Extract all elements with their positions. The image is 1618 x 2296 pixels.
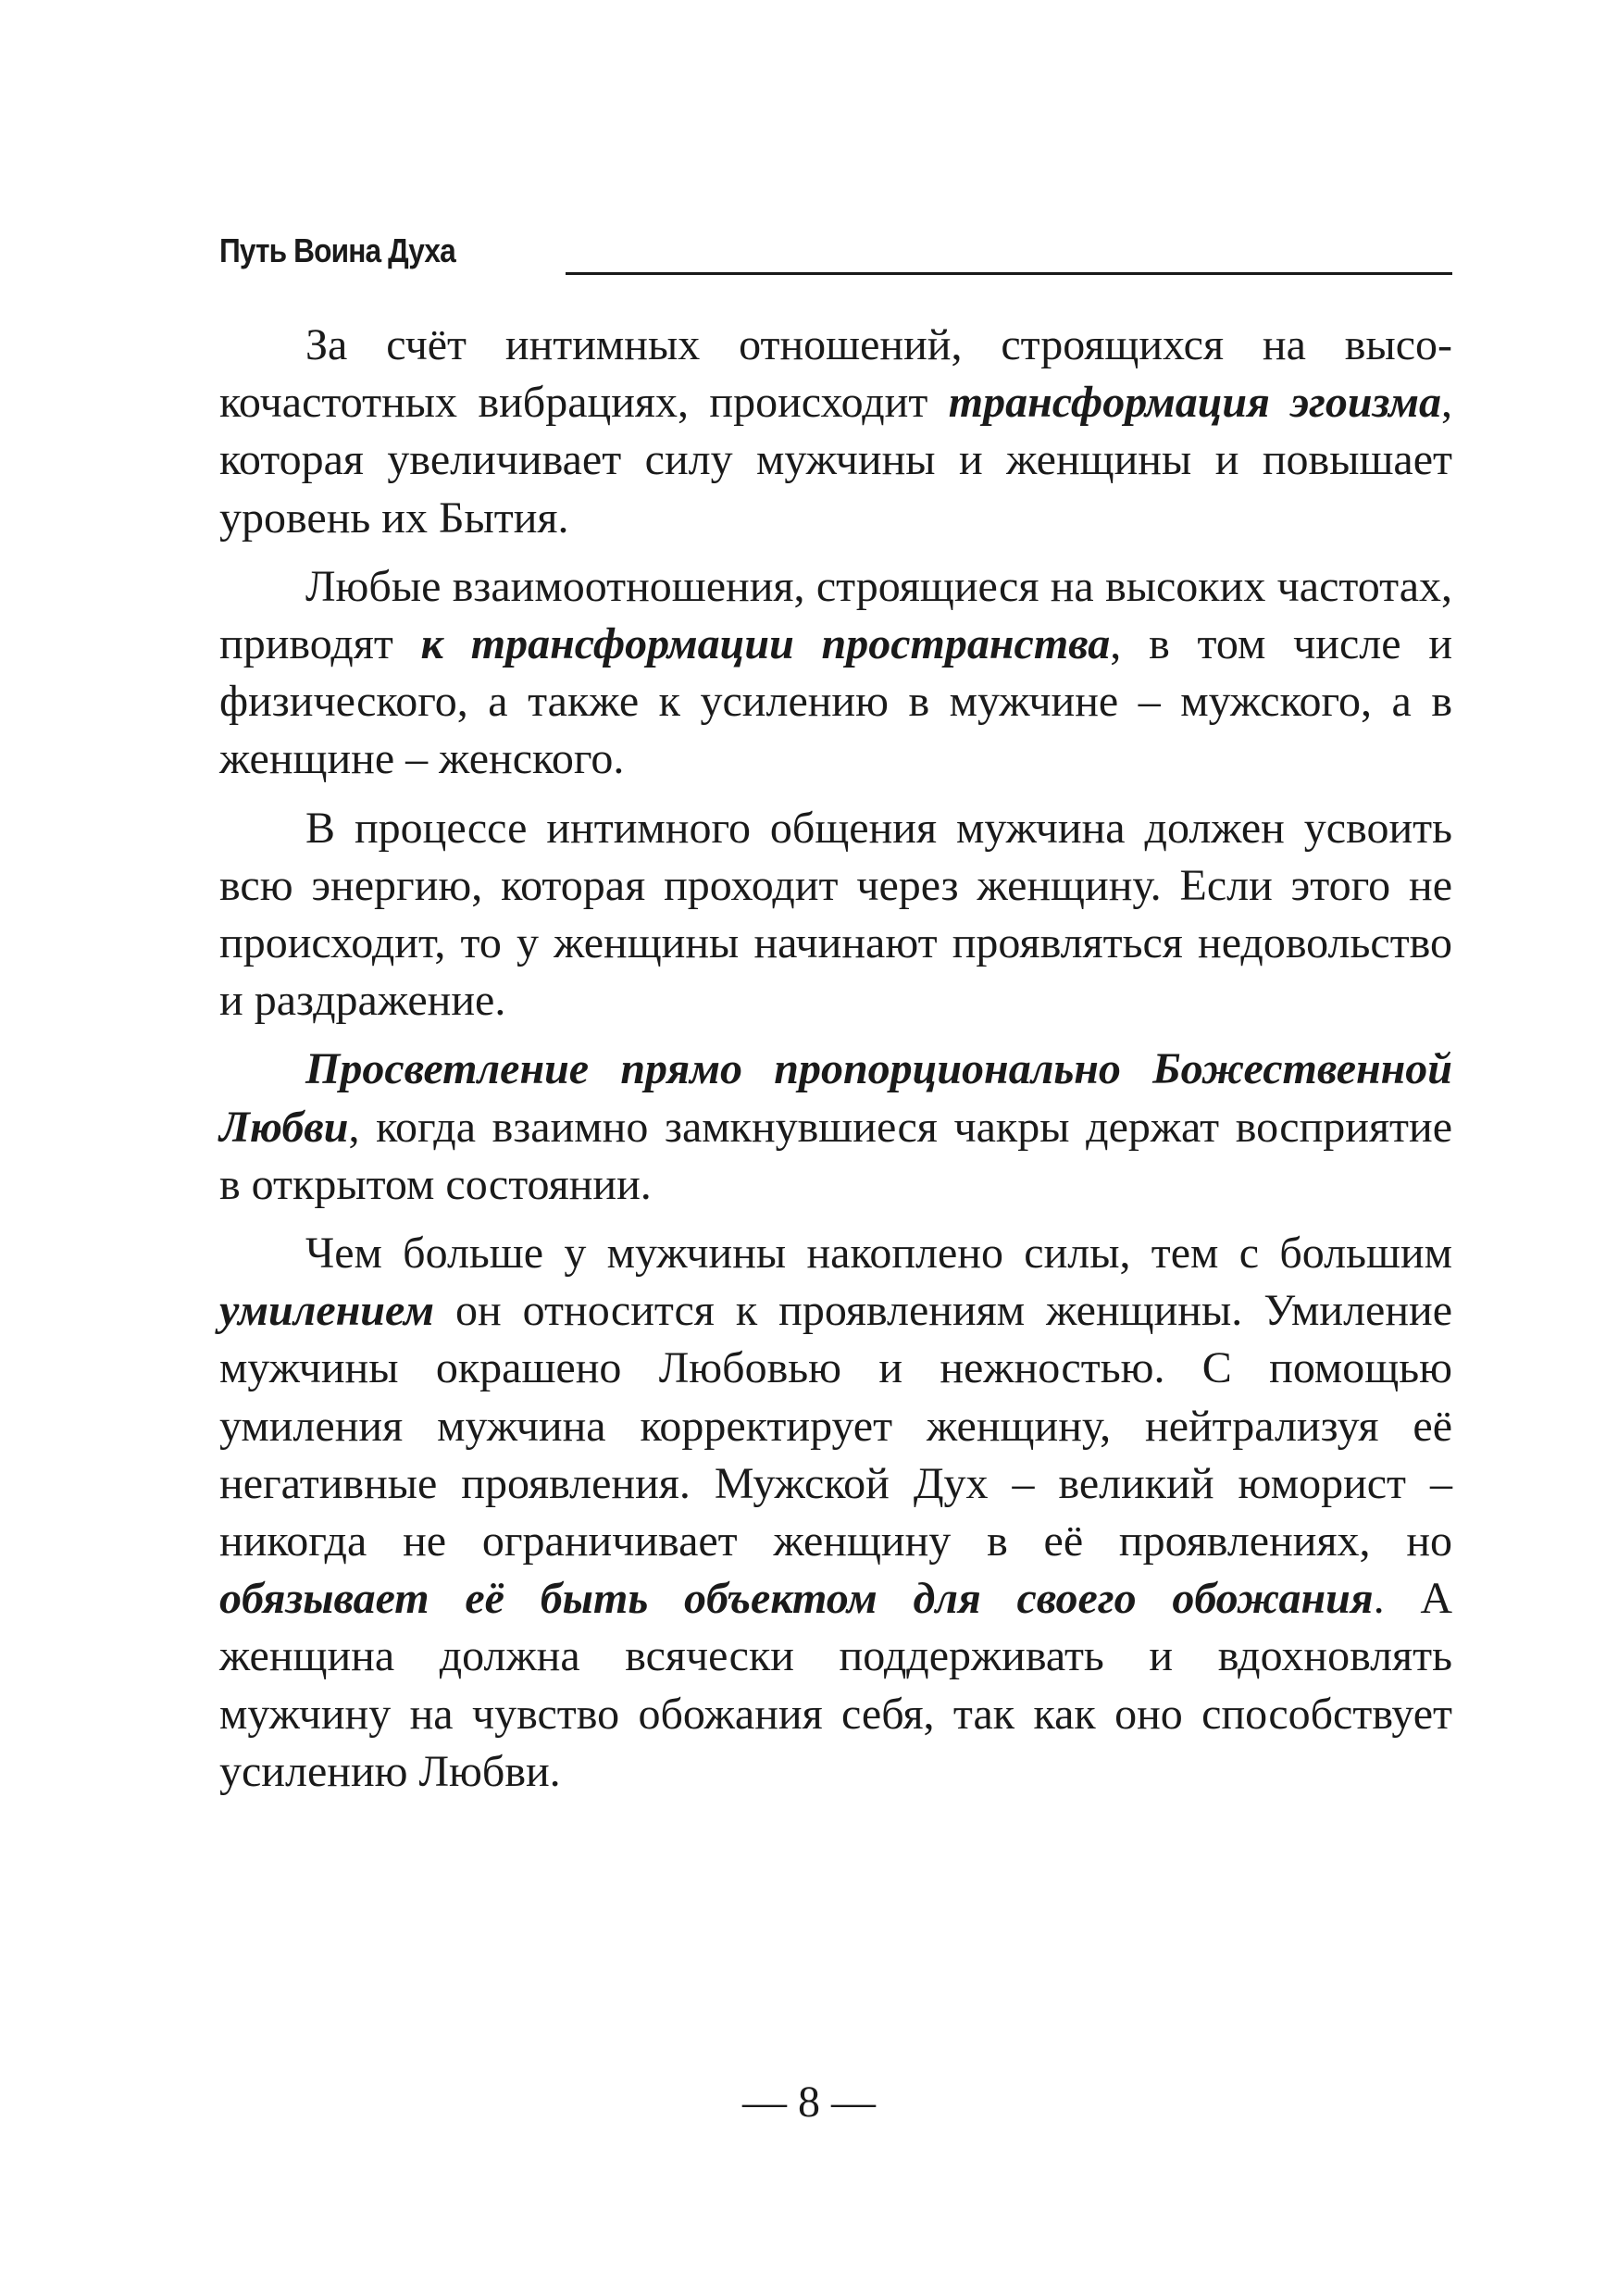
text-segment: , которая увеличивает силу мужчины и женщины и повышает уровень их Бытия.	[219, 378, 1453, 543]
running-header	[219, 230, 1452, 276]
book-title: Путь Воина Духа	[219, 231, 455, 269]
page-number: — 8 —	[742, 2078, 876, 2127]
paragraph-1	[219, 317, 1452, 547]
emphasis-segment: трансформация эгоизма	[948, 378, 1442, 428]
paragraph-2	[219, 558, 1452, 789]
emphasis-segment: к трансформации пространства	[420, 619, 1111, 669]
text-segment: Любые взаимоотношения, строящиеся на высоких частотах, приводят	[219, 561, 1452, 669]
paragraph-4	[219, 1041, 1452, 1214]
text-segment: За счёт интимных отношений, строящихся на высокочастотных вибрациях, происходит	[219, 320, 1452, 428]
paragraph-5	[219, 1225, 1452, 1801]
emphasis-segment: Просветление прямо пропорционально Божественной Любви	[219, 1044, 1452, 1152]
body-text	[219, 317, 1452, 1812]
text-segment: Чем больше у мужчины накоплено силы, тем с большим	[305, 1229, 1452, 1279]
text-segment: , в том числе и физического, а также к усилению в мужчине – мужского, а в женщине – женского.	[219, 619, 1453, 784]
emphasis-segment: обязывает её быть объектом для своего обожания	[219, 1574, 1374, 1624]
text-segment: В процессе интимного общения мужчина должен усвоить всю энергию, которая проходит через женщину. Если этого не происходит, то у женщины начинают проявляться недовольство и раздражение.	[219, 803, 1452, 1026]
emphasis-segment: умилением	[219, 1286, 434, 1336]
text-segment: . А женщина должна всячески поддерживать и вдохновлять мужчину на чувство обожания себя, так как оно способствует усилению Любви.	[219, 1574, 1452, 1796]
text-segment: он относится к проявлениям женщины. Умиление мужчины окрашено Любовью и нежностью. С помощью умиления мужчина корректирует женщину, нейтрализуя её негативные проявления. Мужской Дух – великий юморист – никогда не ограничивает женщину в её проявлениях, но	[219, 1286, 1452, 1566]
paragraph-3	[219, 800, 1452, 1030]
header-rule	[566, 272, 1452, 275]
text-segment: , когда взаимно замкнувшиеся чакры держат восприятие в открытом состоянии.	[219, 1102, 1452, 1209]
